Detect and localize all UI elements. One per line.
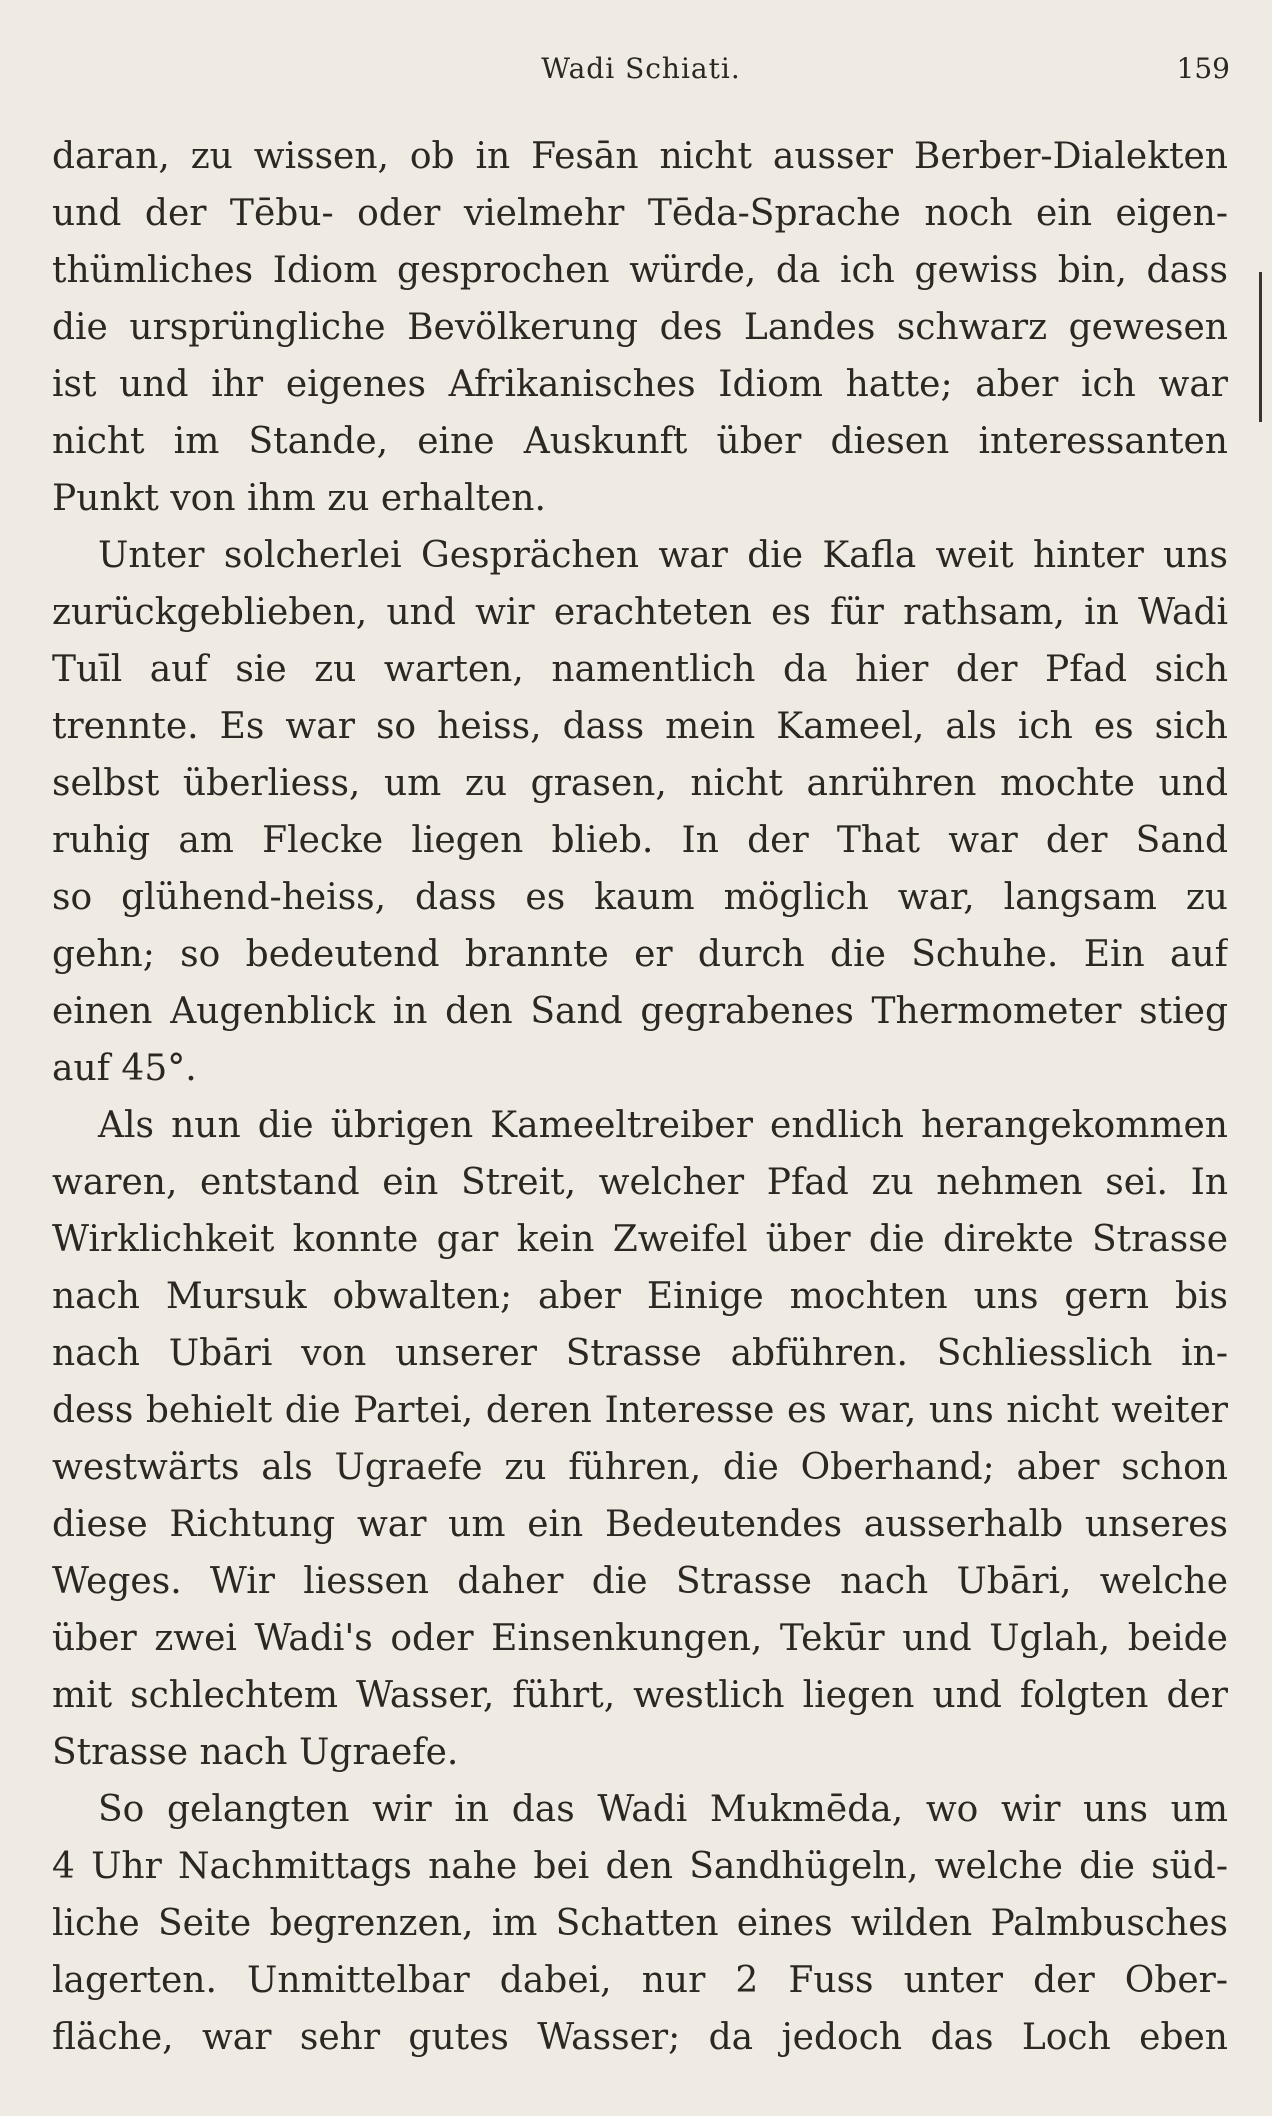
text-line: gehn; so bedeutend brannte er durch die Schuhe. Ein auf bbox=[52, 934, 1228, 975]
text-line: lagerten. Unmittelbar dabei, nur 2 Fuss unter der Ober- bbox=[52, 1960, 1228, 2001]
paragraph bbox=[52, 128, 1228, 527]
paragraph bbox=[52, 527, 1228, 1097]
text-line: daran, zu wissen, ob in Fesān nicht ausser Berber-Dialekten bbox=[52, 136, 1228, 177]
text-line: diese Richtung war um ein Bedeutendes ausserhalb unseres bbox=[52, 1504, 1228, 1545]
text-line: zurückgeblieben, und wir erachteten es für rathsam, in Wadi bbox=[52, 592, 1228, 633]
text-line: trennte. Es war so heiss, dass mein Kameel, als ich es sich bbox=[52, 706, 1228, 747]
text-line: Unter solcherlei Gesprächen war die Kafla weit hinter uns bbox=[98, 535, 1228, 576]
page-header bbox=[52, 52, 1230, 96]
text-line: 4 Uhr Nachmittags nahe bei den Sandhügeln, welche die süd- bbox=[52, 1846, 1228, 1887]
text-line: dess behielt die Partei, deren Interesse es war, uns nicht weiter bbox=[52, 1390, 1228, 1431]
text-line: selbst überliess, um zu grasen, nicht anrühren mochte und bbox=[52, 763, 1228, 804]
body-text bbox=[52, 128, 1228, 2066]
text-line: fläche, war sehr gutes Wasser; da jedoch das Loch eben bbox=[52, 2017, 1228, 2058]
text-line: Punkt von ihm zu erhalten. bbox=[52, 478, 546, 519]
text-line: mit schlechtem Wasser, führt, westlich liegen und folgten der bbox=[52, 1675, 1228, 1716]
text-line: liche Seite begrenzen, im Schatten eines wilden Palmbusches bbox=[52, 1903, 1228, 1944]
text-line: nach Mursuk obwalten; aber Einige mochten uns gern bis bbox=[52, 1276, 1228, 1317]
text-line: nicht im Stande, eine Auskunft über diesen interessanten bbox=[52, 421, 1228, 462]
running-title: Wadi Schiati. bbox=[541, 52, 741, 85]
text-line: Strasse nach Ugraefe. bbox=[52, 1732, 459, 1773]
text-line: ist und ihr eigenes Afrikanisches Idiom hatte; aber ich war bbox=[52, 364, 1228, 405]
text-line: Wirklichkeit konnte gar kein Zweifel über die direkte Strasse bbox=[52, 1219, 1228, 1260]
text-line: ruhig am Flecke liegen blieb. In der That war der Sand bbox=[52, 820, 1228, 861]
text-line: so glühend-heiss, dass es kaum möglich war, langsam zu bbox=[52, 877, 1228, 918]
text-line: die ursprüngliche Bevölkerung des Landes schwarz gewesen bbox=[52, 307, 1228, 348]
paragraph bbox=[52, 1097, 1228, 1781]
text-line: und der Tēbu- oder vielmehr Tēda-Sprache noch ein eigen- bbox=[52, 193, 1228, 234]
text-line: einen Augenblick in den Sand gegrabenes Thermometer stieg bbox=[52, 991, 1228, 1032]
text-line: thümliches Idiom gesprochen würde, da ich gewiss bin, dass bbox=[52, 250, 1228, 291]
text-line: waren, entstand ein Streit, welcher Pfad zu nehmen sei. In bbox=[52, 1162, 1228, 1203]
text-line: nach Ubāri von unserer Strasse abführen. Schliesslich in- bbox=[52, 1333, 1228, 1374]
paragraph bbox=[52, 1781, 1228, 2066]
text-line: So gelangten wir in das Wadi Mukmēda, wo wir uns um bbox=[98, 1789, 1228, 1830]
margin-pencil-mark bbox=[1259, 272, 1262, 422]
text-line: Weges. Wir liessen daher die Strasse nach Ubāri, welche bbox=[52, 1561, 1228, 1602]
text-line: auf 45°. bbox=[52, 1048, 197, 1089]
text-line: über zwei Wadi's oder Einsenkungen, Tekūr und Uglah, beide bbox=[52, 1618, 1228, 1659]
text-line: Als nun die übrigen Kameeltreiber endlich herangekommen bbox=[98, 1105, 1228, 1146]
text-line: Tuīl auf sie zu warten, namentlich da hier der Pfad sich bbox=[52, 649, 1228, 690]
page-number: 159 bbox=[1176, 52, 1230, 85]
text-line: westwärts als Ugraefe zu führen, die Oberhand; aber schon bbox=[52, 1447, 1228, 1488]
